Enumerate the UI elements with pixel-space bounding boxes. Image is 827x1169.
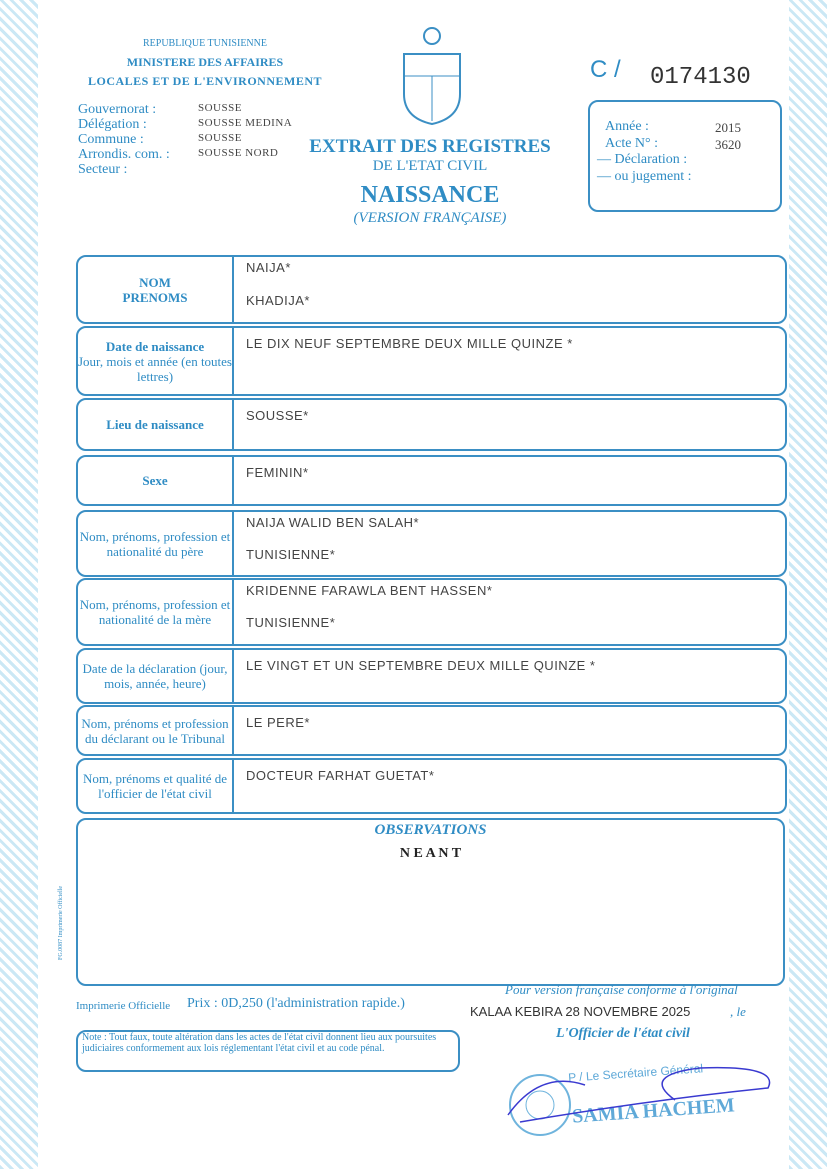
row-value-text: KHADIJA* [246,292,310,308]
row-value-text: LE VINGT ET UN SEPTEMBRE DEUX MILLE QUINZE * [246,658,596,673]
row-value [232,255,787,324]
admin-field [78,132,318,147]
row-label [76,455,234,506]
row-label [76,398,234,451]
row-value [232,398,787,451]
declaration-label: — Déclaration : [597,152,688,167]
observations-title: OBSERVATIONS [374,822,487,838]
tunisia-coat-of-arms-icon [398,26,466,126]
admin-field-value: SOUSSE NORD [198,147,279,159]
row-value [232,455,787,506]
republic-label: REPUBLIQUE TUNISIENNE [143,38,267,49]
row-label-title: Lieu de naissance [106,417,204,432]
row-label-text: Nom, prénoms, profession et nationalité de la mère [79,597,231,627]
row-value [232,510,787,577]
admin-field [78,117,318,132]
admin-field-value: SOUSSE [198,102,242,114]
title-line1: EXTRAIT DES REGISTRES [309,136,551,157]
ministry-line1: MINISTERE DES AFFAIRES [126,55,284,69]
legal-note [76,1030,460,1072]
ministry-line2: LOCALES ET DE L'ENVIRONNEMENT [88,74,322,88]
admin-field-label: Arrondis. com. : [78,147,170,162]
row-label [76,648,234,704]
conformity-statement: Pour version française conforme à l'original [505,982,738,997]
serial-number: 0174130 [650,64,751,91]
admin-field-label: Gouvernorat : [78,102,157,117]
row-label-title: Date de naissance [105,338,205,354]
acte-label: Acte N° : [605,136,659,151]
annee-label: Année : [605,119,649,134]
row-value-text: DOCTEUR FARHAT GUETAT* [246,768,435,783]
admin-field-value: SOUSSE MEDINA [198,117,293,129]
title-line2: DE L'ETAT CIVIL [372,158,488,174]
admin-field-value: SOUSSE [198,132,242,144]
row-value [232,578,787,646]
place-date: KALAA KEBIRA 28 NOVEMBRE 2025 [470,1004,691,1019]
row-label [76,758,234,814]
row-value [232,758,787,814]
title-naissance: NAISSANCE [360,182,500,208]
row-value-text: KRIDENNE FARAWLA BENT HASSEN* [246,583,493,598]
row-value-text: FEMININ* [246,465,309,480]
decorative-border-left [0,0,38,1169]
row-label-text: Nom, prénoms et qualité de l'officier de l'état civil [82,771,228,801]
admin-field-label: Commune : [78,132,144,147]
legal-note-text: Note : Tout faux, toute altération dans les actes de l'état civil donnent lieu aux poursuites judiciaires conformement aux lois réglementant l'état civil et au code pénal. [82,1032,437,1054]
official-seal-and-signature-icon [500,1060,780,1140]
printer-reference: FG.0087 Imprimerie Officielle [58,885,64,960]
printer-label: Imprimerie Officielle [76,1000,171,1012]
row-value-text: LE PERE* [246,715,310,730]
acte-number-value: 3620 [715,137,741,152]
secretary-stamp: P / Le Secrétaire Général [567,1061,704,1085]
admin-field [78,162,318,177]
serial-prefix: C / [590,56,621,83]
observations-value: N E A N T [399,846,462,861]
title-version: (VERSION FRANÇAISE) [353,210,507,226]
acte-box [588,100,782,212]
row-label [76,326,234,396]
observations-box [76,818,785,986]
row-label-title: NOM [139,274,171,290]
row-label-text: Jour, mois et année (en toutes lettres) [78,353,232,384]
row-label-text: Nom, prénoms et profession du déclarant ou le Tribunal [81,715,229,746]
row-label [76,578,234,646]
jugement-label: — ou jugement : [597,169,692,184]
row-value-text: NAIJA* [246,260,291,275]
signatory-name: SAMIA HACHEM [571,1094,736,1128]
officer-title: L'Officier de l'état civil [556,1026,690,1041]
row-label-text: Nom, prénoms, profession et nationalité du père [79,528,231,559]
row-label-title: Sexe [142,473,168,488]
row-value [232,705,787,756]
row-label [76,705,234,756]
row-value [232,648,787,704]
admin-field [78,147,318,162]
price-label: Prix : 0D,250 (l'administration rapide.) [187,996,405,1011]
row-label-text: Date de la déclaration (jour, mois, année, heure) [82,661,228,691]
admin-field-label: Délégation : [78,117,147,132]
row-value-text: TUNISIENNE* [246,546,336,562]
row-label [76,510,234,577]
annee-value: 2015 [715,120,741,135]
admin-field [78,102,318,117]
row-value-text: NAIJA WALID BEN SALAH* [246,515,420,530]
le-label: , le [730,1004,746,1019]
row-value-text: SOUSSE* [246,408,309,423]
admin-fields [78,102,318,177]
row-value-text: LE DIX NEUF SEPTEMBRE DEUX MILLE QUINZE * [246,336,573,351]
row-label-title: PRENOMS [122,289,188,305]
row-label [76,255,234,324]
row-value [232,326,787,396]
admin-field-label: Secteur : [78,162,128,177]
row-value-text: TUNISIENNE* [246,615,336,630]
decorative-border-right [789,0,827,1169]
